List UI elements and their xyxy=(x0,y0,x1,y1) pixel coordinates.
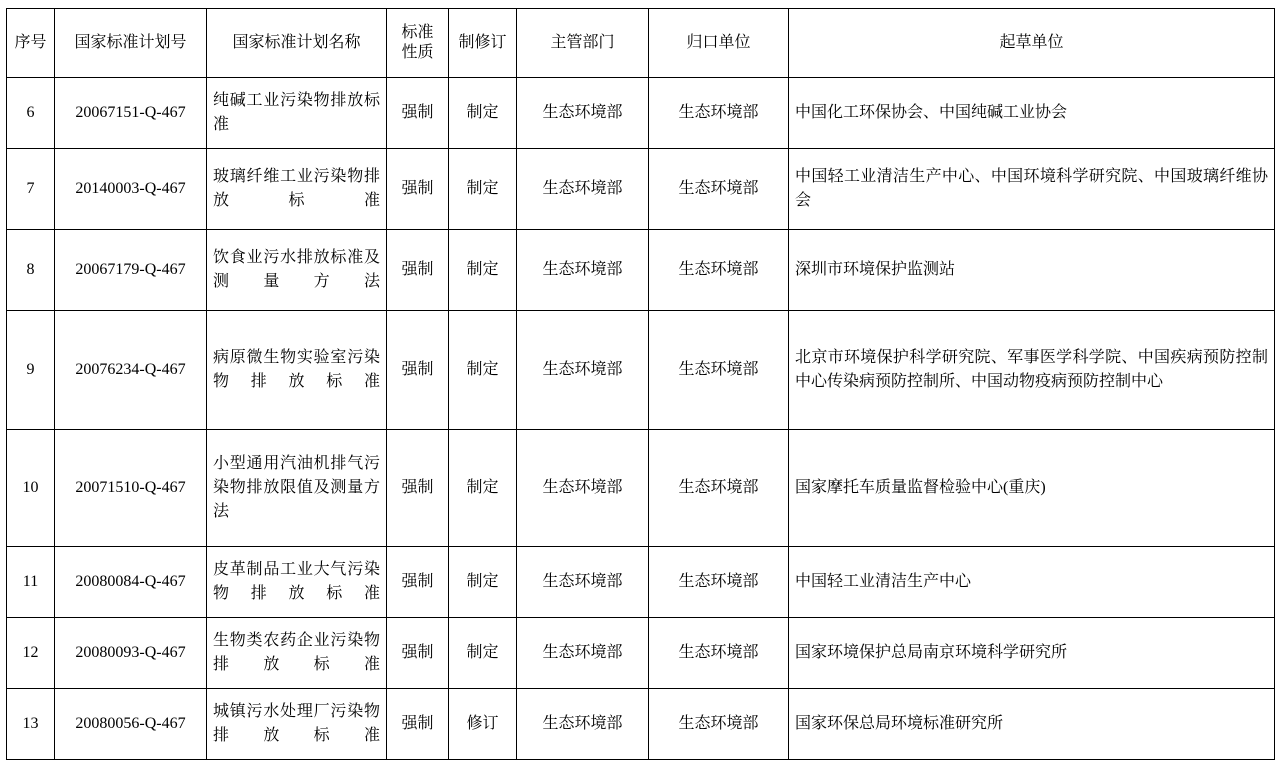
column-header-plan-name-line-1: 国家标准计划名称 xyxy=(232,34,361,51)
cell-plan-no: 20076234-Q-467 xyxy=(55,311,207,430)
cell-drafters: 国家环境保护总局南京环境科学研究所 xyxy=(789,618,1275,689)
table-row xyxy=(7,430,1275,547)
cell-plan-no: 20067151-Q-467 xyxy=(55,78,207,149)
table-header xyxy=(7,9,1275,78)
cell-nature: 强制 xyxy=(387,547,449,618)
cell-owner: 生态环境部 xyxy=(649,311,789,430)
cell-nature: 强制 xyxy=(387,618,449,689)
cell-plan-name: 皮革制品工业大气污染物排放标准 xyxy=(207,547,387,618)
cell-plan-no: 20080084-Q-467 xyxy=(55,547,207,618)
table-body xyxy=(7,78,1275,760)
cell-owner: 生态环境部 xyxy=(649,618,789,689)
cell-authority: 生态环境部 xyxy=(517,311,649,430)
table-row xyxy=(7,230,1275,311)
cell-plan-name: 生物类农药企业污染物排放标准 xyxy=(207,618,387,689)
cell-plan-no: 20067179-Q-467 xyxy=(55,230,207,311)
table-row xyxy=(7,547,1275,618)
table-row xyxy=(7,618,1275,689)
cell-plan-no: 20071510-Q-467 xyxy=(55,430,207,547)
cell-nature: 强制 xyxy=(387,311,449,430)
cell-index: 13 xyxy=(7,689,55,760)
cell-authority: 生态环境部 xyxy=(517,547,649,618)
cell-nature: 强制 xyxy=(387,689,449,760)
cell-plan-no: 20080056-Q-467 xyxy=(55,689,207,760)
column-header-nature-line-1: 标准 xyxy=(401,24,434,41)
column-header-owner xyxy=(649,9,789,78)
cell-revision: 制定 xyxy=(449,78,517,149)
cell-drafters: 国家摩托车质量监督检验中心(重庆) xyxy=(789,430,1275,547)
column-header-nature xyxy=(387,9,449,78)
cell-plan-name: 纯碱工业污染物排放标准 xyxy=(207,78,387,149)
cell-authority: 生态环境部 xyxy=(517,78,649,149)
cell-owner: 生态环境部 xyxy=(649,149,789,230)
cell-index: 9 xyxy=(7,311,55,430)
cell-drafters: 深圳市环境保护监测站 xyxy=(789,230,1275,311)
cell-owner: 生态环境部 xyxy=(649,430,789,547)
cell-owner: 生态环境部 xyxy=(649,78,789,149)
cell-revision: 制定 xyxy=(449,547,517,618)
column-header-revision-line-1: 制修订 xyxy=(458,34,507,51)
cell-nature: 强制 xyxy=(387,149,449,230)
column-header-revision xyxy=(449,9,517,78)
cell-revision: 制定 xyxy=(449,230,517,311)
cell-plan-name: 饮食业污水排放标准及测量方法 xyxy=(207,230,387,311)
cell-revision: 修订 xyxy=(449,689,517,760)
cell-owner: 生态环境部 xyxy=(649,230,789,311)
column-header-authority xyxy=(517,9,649,78)
cell-index: 10 xyxy=(7,430,55,547)
column-header-plan-name xyxy=(207,9,387,78)
cell-revision: 制定 xyxy=(449,618,517,689)
column-header-drafters-line-1: 起草单位 xyxy=(999,34,1064,51)
cell-drafters: 中国轻工业清洁生产中心 xyxy=(789,547,1275,618)
cell-revision: 制定 xyxy=(449,311,517,430)
cell-nature: 强制 xyxy=(387,230,449,311)
cell-owner: 生态环境部 xyxy=(649,547,789,618)
cell-drafters: 中国化工环保协会、中国纯碱工业协会 xyxy=(789,78,1275,149)
cell-drafters: 北京市环境保护科学研究院、军事医学科学院、中国疾病预防控制中心传染病预防控制所、中国动物疫病预防控制中心 xyxy=(789,311,1275,430)
column-header-owner-line-1: 归口单位 xyxy=(686,34,751,51)
cell-plan-no: 20080093-Q-467 xyxy=(55,618,207,689)
cell-plan-no: 20140003-Q-467 xyxy=(55,149,207,230)
column-header-drafters xyxy=(789,9,1275,78)
column-header-nature-line-2: 性质 xyxy=(401,44,434,61)
national-standard-plan-table xyxy=(6,8,1275,760)
column-header-plan-no xyxy=(55,9,207,78)
cell-drafters: 国家环保总局环境标准研究所 xyxy=(789,689,1275,760)
column-header-authority-line-1: 主管部门 xyxy=(550,34,615,51)
cell-plan-name: 城镇污水处理厂污染物排放标准 xyxy=(207,689,387,760)
cell-plan-name: 玻璃纤维工业污染物排放标准 xyxy=(207,149,387,230)
cell-revision: 制定 xyxy=(449,149,517,230)
column-header-plan-no-line-1: 国家标准计划号 xyxy=(74,34,187,51)
table-row xyxy=(7,689,1275,760)
cell-authority: 生态环境部 xyxy=(517,430,649,547)
cell-index: 12 xyxy=(7,618,55,689)
table-row xyxy=(7,311,1275,430)
cell-plan-name: 病原微生物实验室污染物排放标准 xyxy=(207,311,387,430)
cell-index: 8 xyxy=(7,230,55,311)
cell-authority: 生态环境部 xyxy=(517,230,649,311)
column-header-index xyxy=(7,9,55,78)
cell-nature: 强制 xyxy=(387,78,449,149)
table-row xyxy=(7,78,1275,149)
cell-owner: 生态环境部 xyxy=(649,689,789,760)
cell-authority: 生态环境部 xyxy=(517,618,649,689)
column-header-index-line-1: 序号 xyxy=(14,34,47,51)
cell-nature: 强制 xyxy=(387,430,449,547)
cell-revision: 制定 xyxy=(449,430,517,547)
cell-authority: 生态环境部 xyxy=(517,689,649,760)
cell-index: 7 xyxy=(7,149,55,230)
cell-index: 6 xyxy=(7,78,55,149)
cell-authority: 生态环境部 xyxy=(517,149,649,230)
cell-index: 11 xyxy=(7,547,55,618)
cell-plan-name: 小型通用汽油机排气污染物排放限值及测量方法 xyxy=(207,430,387,547)
cell-drafters: 中国轻工业清洁生产中心、中国环境科学研究院、中国玻璃纤维协会 xyxy=(789,149,1275,230)
table-row xyxy=(7,149,1275,230)
table-header-row xyxy=(7,9,1275,78)
